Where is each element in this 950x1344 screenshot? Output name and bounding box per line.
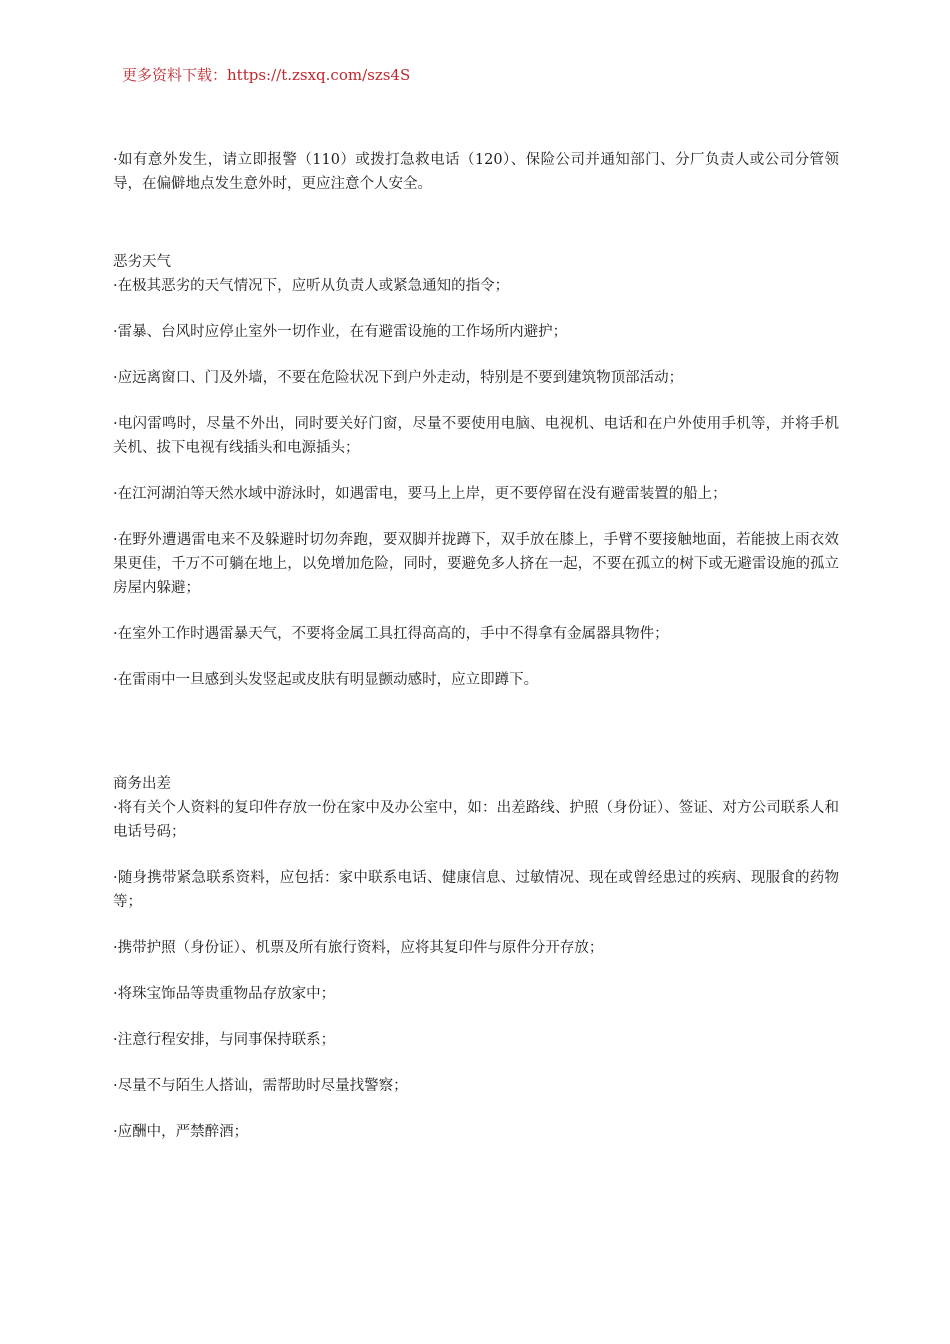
download-link[interactable] bbox=[122, 64, 410, 85]
list-item: ·在极其恶劣的天气情况下，应听从负责人或紧急通知的指令； bbox=[113, 278, 510, 294]
list-item: ·在江河湖泊等天然水域中游泳时，如遇雷电，要马上上岸，更不要停留在没有避雷装置的船上； bbox=[113, 486, 727, 502]
spacer bbox=[113, 714, 839, 772]
document-body bbox=[113, 148, 839, 1144]
list-item: ·在室外工作时遇雷暴天气，不要将金属工具扛得高高的，手中不得拿有金属器具物件； bbox=[113, 626, 669, 642]
list-item: ·尽量不与陌生人搭讪，需帮助时尽量找警察； bbox=[113, 1078, 408, 1094]
spacer bbox=[113, 218, 839, 250]
list-item: ·雷暴、台风时应停止室外一切作业，在有避雷设施的工作场所内避护； bbox=[113, 324, 568, 340]
section-title: 恶劣天气 bbox=[113, 254, 171, 270]
list-item: ·应远离窗口、门及外墙，不要在危险状况下到户外走动，特别是不要到建筑物顶部活动； bbox=[113, 370, 684, 386]
download-label: 更多资料下载： bbox=[122, 66, 228, 84]
list-item: ·应酬中，严禁醉酒； bbox=[113, 1124, 249, 1140]
list-item: ·在野外遭遇雷电来不及躲避时切勿奔跑，要双脚并拢蹲下，双手放在膝上，手臂不要接触地面，若能披上雨衣效果更佳，千万不可躺在地上，以免增加危险，同时，要避免多人挤在一起，不要在孤立的树下或无避雷设施的孤立房屋内躲避； bbox=[113, 532, 839, 596]
list-item: ·将珠宝饰品等贵重物品存放家中； bbox=[113, 986, 336, 1002]
section-business-travel bbox=[113, 772, 839, 1144]
list-item: ·携带护照（身份证）、机票及所有旅行资料，应将其复印件与原件分开存放； bbox=[113, 940, 604, 956]
list-item: ·将有关个人资料的复印件存放一份在家中及办公室中，如：出差路线、护照（身份证）、签证、对方公司联系人和电话号码； bbox=[113, 800, 839, 840]
intro-paragraph: ·如有意外发生，请立即报警（110）或拨打急救电话（120）、保险公司并通知部门、分厂负责人或公司分管领导，在偏僻地点发生意外时，更应注意个人安全。 bbox=[113, 152, 839, 192]
section-bad-weather bbox=[113, 250, 839, 692]
list-item: ·电闪雷鸣时，尽量不外出，同时要关好门窗，尽量不要使用电脑、电视机、电话和在户外使用手机等，并将手机关机、拔下电视有线插头和电源插头； bbox=[113, 416, 839, 456]
list-item: ·在雷雨中一旦感到头发竖起或皮肤有明显颤动感时，应立即蹲下。 bbox=[113, 672, 539, 688]
download-url[interactable]: https://t.zsxq.com/szs4S bbox=[227, 66, 411, 84]
section-title: 商务出差 bbox=[113, 776, 171, 792]
list-item: ·注意行程安排，与同事保持联系； bbox=[113, 1032, 336, 1048]
list-item: ·随身携带紧急联系资料，应包括：家中联系电话、健康信息、过敏情况、现在或曾经患过的疾病、现服食的药物等； bbox=[113, 870, 839, 910]
